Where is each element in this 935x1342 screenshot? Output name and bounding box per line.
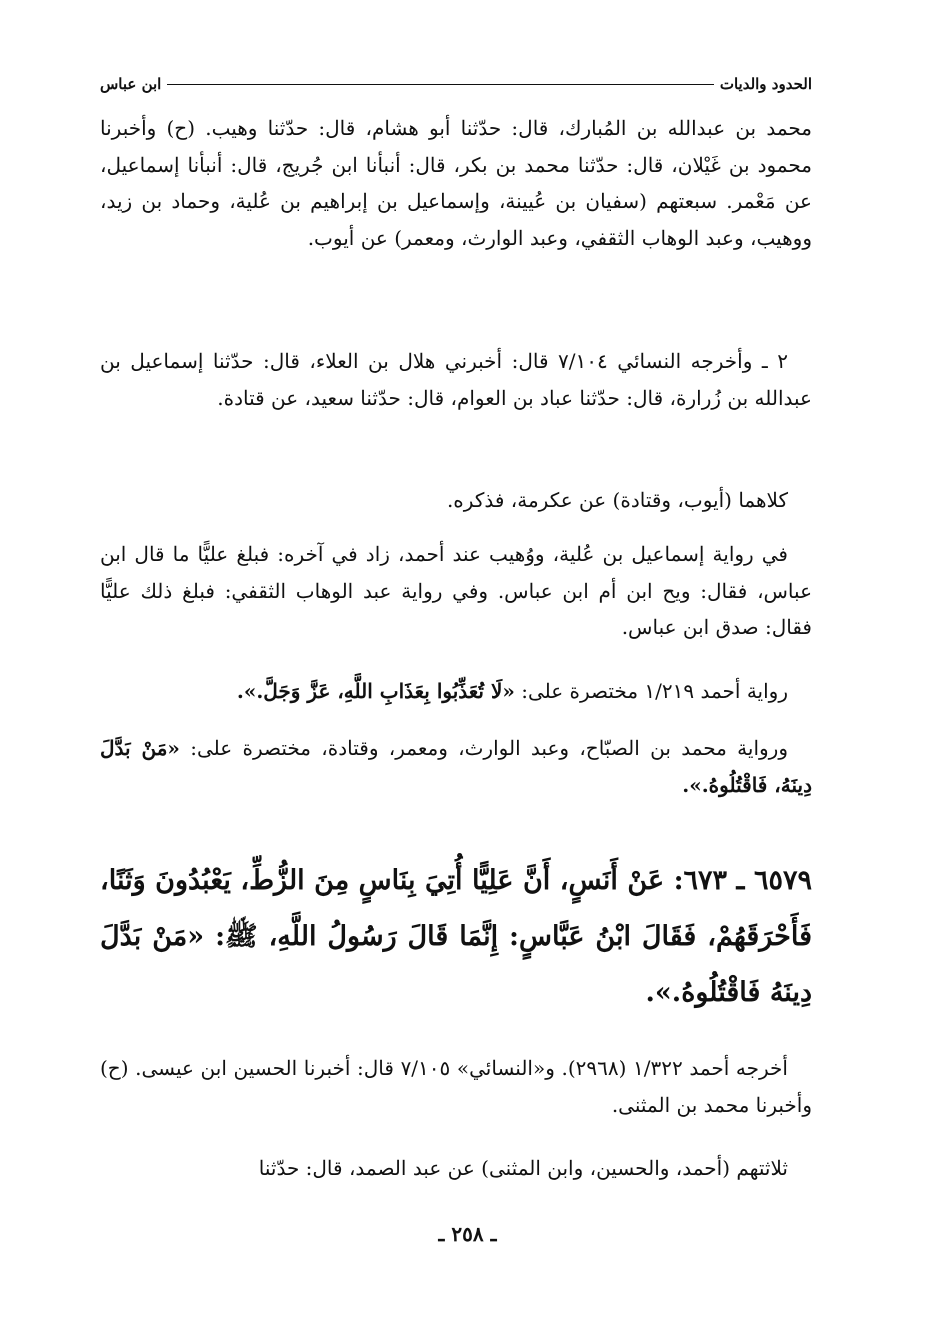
paragraph-ahmad-takhrij <box>100 1050 812 1123</box>
paragraph-intro: رواية أحمد ١/٢١٩ مختصرة على: <box>514 679 788 703</box>
hadith-quote: «مَنْ بَدَّلَ دِينَهُ، فَاقْتُلُوهُ.». <box>100 736 812 797</box>
paragraph-intro: ورواية محمد بن الصبّاح، وعبد الوارث، ومعمر، وقتادة، مختصرة على: <box>179 736 788 760</box>
paragraph-text: في رواية إسماعيل بن عُلية، ووُهيب عند أحمد، زاد في آخره: فبلغ عليًّا ما قال ابن عباس، فقال: ويح ابن أم ابن عباس. وفي رواية عبد الوهاب الثقفي: فبلغ ذلك عليًّا فقال: صدق ابن عباس. <box>100 542 812 639</box>
header-rule <box>167 84 713 85</box>
running-header <box>100 70 812 98</box>
page-number: ـ ٢٥٨ ـ <box>438 1222 497 1246</box>
paragraph-text: أخرجه أحمد ١/٣٢٢ (٢٩٦٨). و«النسائي» ٧/١٠٥ قال: أخبرنا الحسين ابن عيسى. (ح) وأخبرنا محمد بن المثنى. <box>100 1056 812 1117</box>
section-title: الحدود والديات <box>719 75 812 93</box>
hadith-main-text <box>100 853 812 1021</box>
paragraph-narration-addition <box>100 536 812 646</box>
chapter-title: ابن عباس <box>100 75 162 93</box>
paragraph-both-narrators <box>100 482 812 519</box>
paragraph-nasai-takhrij <box>100 343 812 416</box>
paragraph-text: ٢ ـ وأخرجه النسائي ٧/١٠٤ قال: أخبرني هلال بن العلاء، قال: حدّثنا إسماعيل بن عبدالله بن زُرارة، قال: حدّثنا عباد بن العوام، قال: حدّثنا سعيد، عن قتادة. <box>100 349 812 410</box>
paragraph-chain-continuation <box>100 110 812 256</box>
paragraph-text: ثلاثتهم (أحمد، والحسين، وابن المثنى) عن عبد الصمد، قال: حدّثنا <box>258 1156 788 1180</box>
paragraph-three-narrators <box>100 1150 812 1187</box>
paragraph-text: كلاهما (أيوب، وقتادة) عن عكرمة، فذكره. <box>446 488 788 512</box>
paragraph-ahmad-abridged <box>100 673 812 710</box>
hadith-quote: «لَا تُعَذِّبُوا بِعَذَابِ اللَّهِ، عَزَّ وَجَلَّ.». <box>236 679 515 703</box>
paragraph-text: محمد بن عبدالله بن المُبارك، قال: حدّثنا أبو هشام، قال: حدّثنا وهيب. (ح) وأخبرنا محمود بن غَيْلان، قال: حدّثنا محمد بن بكر، قال: أنبأنا ابن جُريج، قال: أنبأنا إسماعيل، عن مَعْمر. سبعتهم (سفيان بن عُيينة، وإسماعيل بن إبراهيم بن عُلية، وحماد بن زيد، ووهيب، وعبد الوهاب الثقفي، وعبد الوارث، ومعمر) عن أيوب. <box>100 116 813 250</box>
hadith-text: ٦٥٧٩ ـ ٦٧٣: عَنْ أَنَسٍ، أَنَّ عَلِيًّا أُتِيَ بِنَاسٍ مِنَ الزُّطِّ، يَعْبُدُونَ وَثَنًا، فَأَحْرَقَهُمْ، فَقَالَ ابْنُ عَبَّاسٍ: إِنَّمَا قَالَ رَسُولُ اللَّهِ، ﷺ: «مَنْ بَدَّلَ دِينَهُ فَاقْتُلُوهُ.». <box>100 865 812 1008</box>
paragraph-sabbah-abridged <box>100 730 812 803</box>
